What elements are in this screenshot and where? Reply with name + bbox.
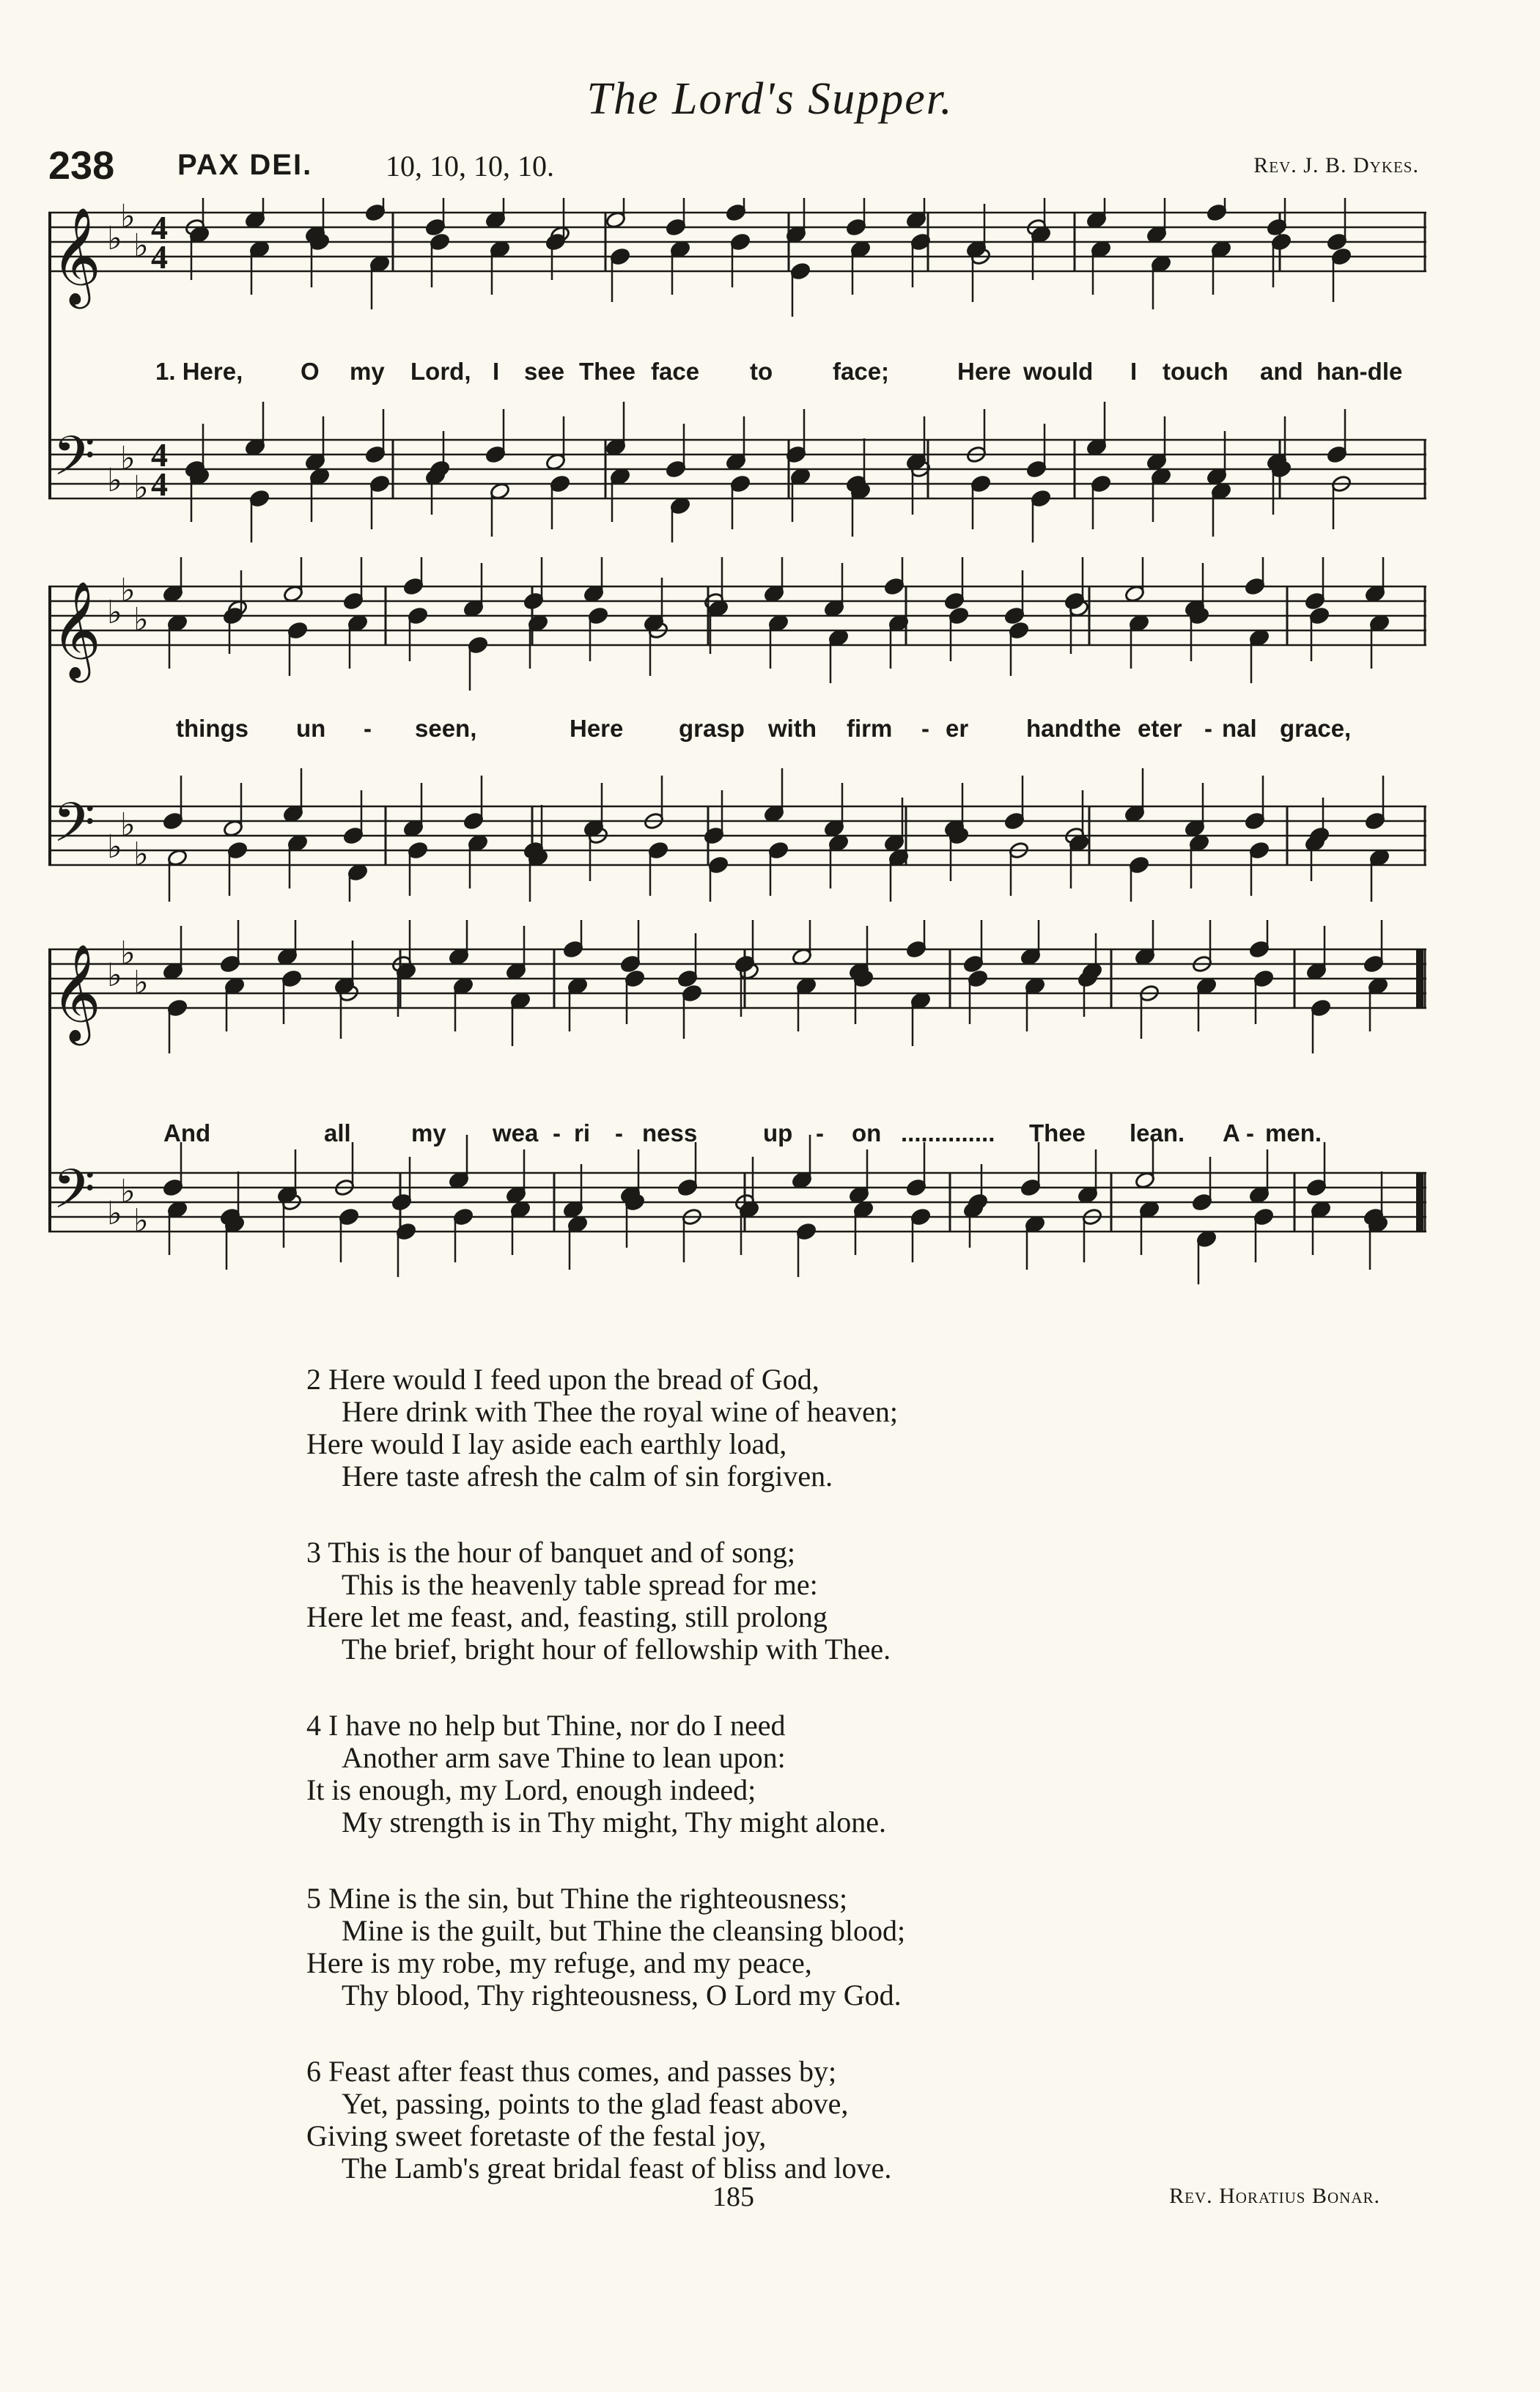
lyric-line-1 xyxy=(48,358,1426,394)
time-signature: 4 xyxy=(151,209,168,246)
bass-clef: 𝄢 xyxy=(53,791,95,868)
flat-sign: ♭ xyxy=(133,964,149,1001)
lyric-syllable: I xyxy=(493,358,500,385)
lyric-syllable: .............. xyxy=(901,1119,995,1147)
lyric-syllable: and xyxy=(1260,358,1303,385)
verse-line: Mine is the guilt, but Thine the cleansing blood; xyxy=(342,1914,906,1947)
music-system-3 xyxy=(48,920,1426,1287)
verse-line: 4 I have no help but Thine, nor do I need xyxy=(306,1709,786,1742)
verse-line: Yet, passing, points to the glad feast above, xyxy=(342,2087,849,2120)
lyric-syllable: Here xyxy=(957,358,1012,385)
lyric-syllable: lean. xyxy=(1130,1119,1185,1147)
lyric-syllable: er xyxy=(946,715,969,742)
verse-line: Thy blood, Thy righteousness, O Lord my God. xyxy=(342,1979,902,2012)
lyric-syllable: touch xyxy=(1163,358,1228,385)
flat-sign: ♭ xyxy=(120,935,136,972)
flat-sign: ♭ xyxy=(107,220,122,257)
lyric-syllable: nal xyxy=(1222,715,1257,742)
lyric-syllable: - xyxy=(1204,715,1212,742)
verse-line: 5 Mine is the sin, but Thine the righteousness; xyxy=(306,1882,848,1915)
verse-line: Here is my robe, my refuge, and my peace, xyxy=(306,1946,812,1979)
lyric-syllable: face; xyxy=(833,358,890,385)
lyric-syllable: men. xyxy=(1265,1119,1322,1147)
verse-line: 3 This is the hour of banquet and of song; xyxy=(306,1536,795,1569)
verse-line: My strength is in Thy might, Thy might alone. xyxy=(342,1806,886,1839)
lyric-syllable: han-dle xyxy=(1316,358,1403,385)
treble-clef: 𝄞 xyxy=(51,943,101,1042)
time-signature: 4 xyxy=(151,465,168,503)
lyric-syllable: my xyxy=(350,358,385,385)
lyric-syllable: seen, xyxy=(415,715,477,742)
verse-line: Giving sweet foretaste of the festal joy, xyxy=(306,2119,767,2152)
lyric-syllable: - xyxy=(921,715,929,742)
bass-clef: 𝄢 xyxy=(53,1158,95,1234)
lyric-syllable: to xyxy=(750,358,773,385)
verse xyxy=(306,1883,1259,2012)
flat-sign: ♭ xyxy=(133,469,149,507)
time-signature: 4 xyxy=(151,238,168,276)
verse-line: The brief, bright hour of fellowship with Thee. xyxy=(342,1633,891,1666)
author-credit: Rev. Horatius Bonar. xyxy=(1169,2184,1380,2208)
lyric-syllable: ri xyxy=(574,1119,591,1147)
flat-sign: ♭ xyxy=(133,601,149,639)
lyric-syllable: grace, xyxy=(1280,715,1352,742)
verse-line: It is enough, my Lord, enough indeed; xyxy=(306,1773,756,1806)
music-system-1 xyxy=(48,198,1426,542)
lyric-syllable: firm xyxy=(847,715,893,742)
lyric-line-2 xyxy=(48,715,1426,751)
lyric-syllable: And xyxy=(163,1119,211,1147)
lyric-syllable: - xyxy=(553,1119,561,1147)
lyric-syllable: Here xyxy=(570,715,624,742)
flat-sign: ♭ xyxy=(107,462,122,499)
lyric-syllable: - xyxy=(816,1119,824,1147)
verse-line: 2 Here would I feed upon the bread of God, xyxy=(306,1363,819,1396)
verse-line: Here taste afresh the calm of sin forgiven. xyxy=(342,1460,833,1493)
lyric-syllable: - xyxy=(1246,1119,1254,1147)
verse-line: Another arm save Thine to lean upon: xyxy=(342,1741,786,1774)
lyric-syllable: - xyxy=(364,715,372,742)
lyric-syllable: with xyxy=(768,715,817,742)
flat-sign: ♭ xyxy=(107,1195,122,1232)
lyric-syllable: eter xyxy=(1138,715,1182,742)
flat-sign: ♭ xyxy=(120,440,136,477)
lyric-syllable: I xyxy=(1130,358,1138,385)
lyric-syllable: Thee xyxy=(1029,1119,1086,1147)
flat-sign: ♭ xyxy=(133,1202,149,1240)
lyric-syllable: Lord, xyxy=(410,358,471,385)
verse-line: Here would I lay aside each earthly load, xyxy=(306,1427,787,1460)
verse-line: This is the heavenly table spread for me: xyxy=(342,1568,818,1601)
music-system-2 xyxy=(48,557,1426,902)
lyric-syllable: O xyxy=(301,358,320,385)
lyric-syllable: face xyxy=(651,358,700,385)
lyric-syllable: 1. Here, xyxy=(155,358,243,385)
lyric-syllable: on xyxy=(852,1119,882,1147)
lyric-syllable: grasp xyxy=(679,715,745,742)
verse-line: The Lamb's great bridal feast of bliss and love. xyxy=(342,2152,892,2185)
time-signature: 4 xyxy=(151,436,168,474)
treble-clef: 𝄞 xyxy=(51,207,101,305)
verse-line: 6 Feast after feast thus comes, and passes by; xyxy=(306,2055,837,2088)
tune-name: PAX DEI. xyxy=(177,149,313,181)
flat-sign: ♭ xyxy=(120,572,136,609)
flat-sign: ♭ xyxy=(133,836,149,873)
lyric-syllable: my xyxy=(411,1119,446,1147)
lyric-syllable: hand xyxy=(1026,715,1084,742)
verse-line: Here let me feast, and, feasting, still prolong xyxy=(306,1600,828,1633)
lyric-syllable: wea xyxy=(493,1119,539,1147)
lyric-syllable: ness xyxy=(642,1119,698,1147)
final-barline xyxy=(1416,1173,1423,1232)
lyric-syllable: un xyxy=(296,715,326,742)
final-barline xyxy=(1416,949,1423,1008)
verse xyxy=(306,2056,1259,2185)
meter: 10, 10, 10, 10. xyxy=(386,150,554,183)
flat-sign: ♭ xyxy=(120,198,136,235)
flat-sign: ♭ xyxy=(107,594,122,631)
verses xyxy=(306,1364,1259,2229)
verse xyxy=(306,1537,1259,1666)
flat-sign: ♭ xyxy=(107,957,122,994)
composer-credit: Rev. J. B. Dykes. xyxy=(1253,153,1419,177)
flat-sign: ♭ xyxy=(120,806,136,844)
lyric-syllable: all xyxy=(324,1119,351,1147)
treble-clef: 𝄞 xyxy=(51,581,101,679)
page-number: 185 xyxy=(712,2182,754,2212)
verse-line: Here drink with Thee the royal wine of heaven; xyxy=(342,1395,898,1428)
verse xyxy=(306,1710,1259,1839)
lyric-syllable: - xyxy=(615,1119,623,1147)
lyric-syllable: things xyxy=(176,715,248,742)
lyric-syllable: A xyxy=(1223,1119,1240,1147)
flat-sign: ♭ xyxy=(107,828,122,866)
lyric-syllable: would xyxy=(1023,358,1094,385)
section-title: The Lord's Supper. xyxy=(586,74,954,124)
lyric-syllable: the xyxy=(1085,715,1121,742)
hymn-header xyxy=(48,143,1419,187)
bass-clef: 𝄢 xyxy=(53,424,95,501)
verse xyxy=(306,1364,1259,1493)
lyric-syllable: up xyxy=(763,1119,793,1147)
lyric-syllable: see xyxy=(524,358,565,385)
hymn-number: 238 xyxy=(48,144,115,188)
music-notation xyxy=(48,920,1426,1287)
lyric-line-3 xyxy=(48,1119,1426,1156)
flat-sign: ♭ xyxy=(120,1173,136,1210)
lyric-syllable: Thee xyxy=(579,358,636,385)
page-footer xyxy=(0,2181,1540,2218)
flat-sign: ♭ xyxy=(133,227,149,265)
